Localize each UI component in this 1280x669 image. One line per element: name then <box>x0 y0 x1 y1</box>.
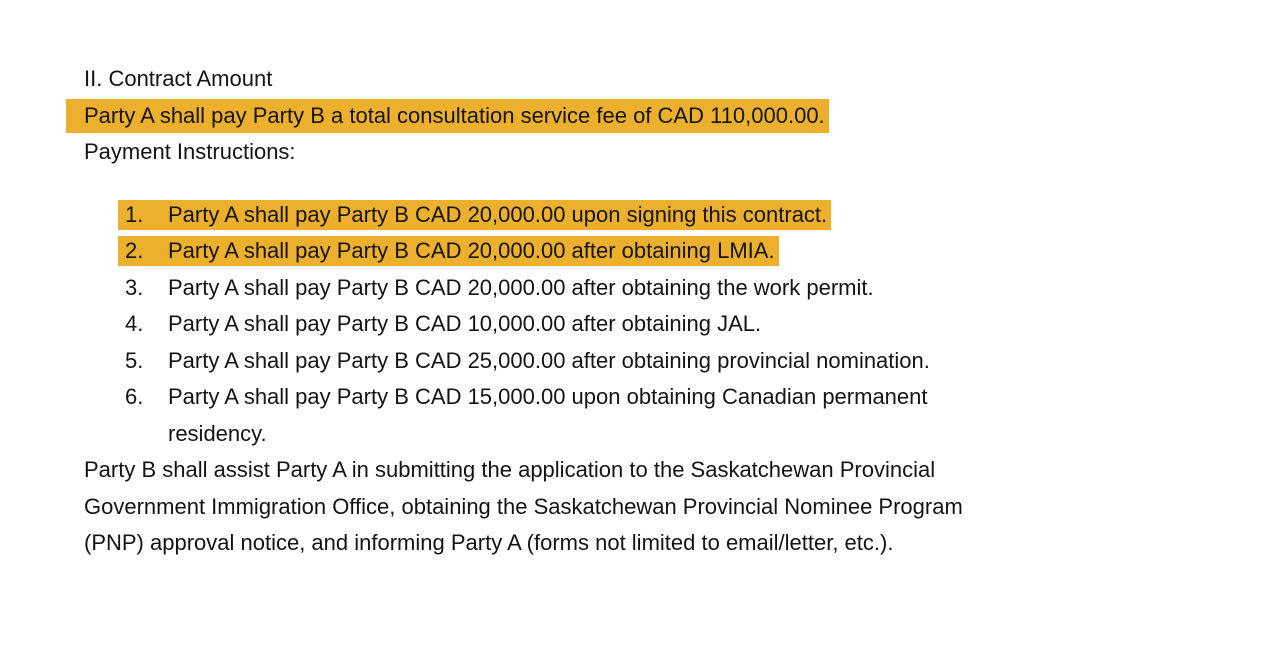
closing-paragraph <box>84 452 1200 562</box>
payment-item-line <box>118 233 1200 270</box>
item-number: 3. <box>125 274 144 300</box>
item-text: Party A shall pay Party B CAD 20,000.00 after obtaining LMIA. <box>168 238 775 263</box>
item-number: 2. <box>125 238 144 263</box>
payment-item-1 <box>118 197 1200 234</box>
payment-items-list <box>118 197 1200 453</box>
fee-sentence-line <box>84 98 1200 135</box>
payment-item-highlight <box>118 236 779 266</box>
payment-item-line <box>118 270 1200 307</box>
item-text: Party A shall pay Party B CAD 10,000.00 after obtaining JAL. <box>168 311 762 336</box>
closing-paragraph-line: Party B shall assist Party A in submitting the application to the Saskatchewan Provincial <box>84 457 936 482</box>
item-text: Party A shall pay Party B CAD 20,000.00 after obtaining the work permit. <box>168 274 874 300</box>
section-heading: II. Contract Amount <box>84 66 273 91</box>
payment-item-content <box>118 311 761 336</box>
payment-item-line <box>118 343 1200 380</box>
payment-item-5 <box>118 343 1200 380</box>
payment-item-content <box>118 275 874 300</box>
item-number: 4. <box>125 311 144 336</box>
closing-paragraph-line: (PNP) approval notice, and informing Party A (forms not limited to email/letter, etc.). <box>84 530 894 555</box>
payment-item-content: residency. <box>168 420 267 446</box>
payment-item-6 <box>118 379 1200 452</box>
fee-sentence-highlight: Party A shall pay Party B a total consultation service fee of CAD 110,000.00. <box>66 99 829 133</box>
payment-item-2 <box>118 233 1200 270</box>
item-text: Party A shall pay Party B CAD 20,000.00 upon signing this contract. <box>168 201 828 227</box>
item-number: 1. <box>125 201 144 227</box>
payment-item-3 <box>118 270 1200 307</box>
item-number: 6. <box>125 384 144 409</box>
payment-item-line <box>118 306 1200 343</box>
payment-item-line <box>118 379 1200 416</box>
payment-item-content <box>118 348 930 373</box>
item-text: Party A shall pay Party B CAD 25,000.00 after obtaining provincial nomination. <box>168 347 930 373</box>
payment-item-line <box>118 416 1200 453</box>
closing-paragraph-line: Government Immigration Office, obtaining the Saskatchewan Provincial Nominee Program <box>84 493 963 519</box>
payment-item-content <box>118 384 928 409</box>
payment-item-highlight <box>118 200 831 230</box>
payment-item-4 <box>118 306 1200 343</box>
item-number: 5. <box>125 347 144 373</box>
payment-item-line <box>118 197 1200 234</box>
item-text: Party A shall pay Party B CAD 15,000.00 upon obtaining Canadian permanent <box>168 384 928 409</box>
payment-instructions-label: Payment Instructions: <box>84 139 296 164</box>
